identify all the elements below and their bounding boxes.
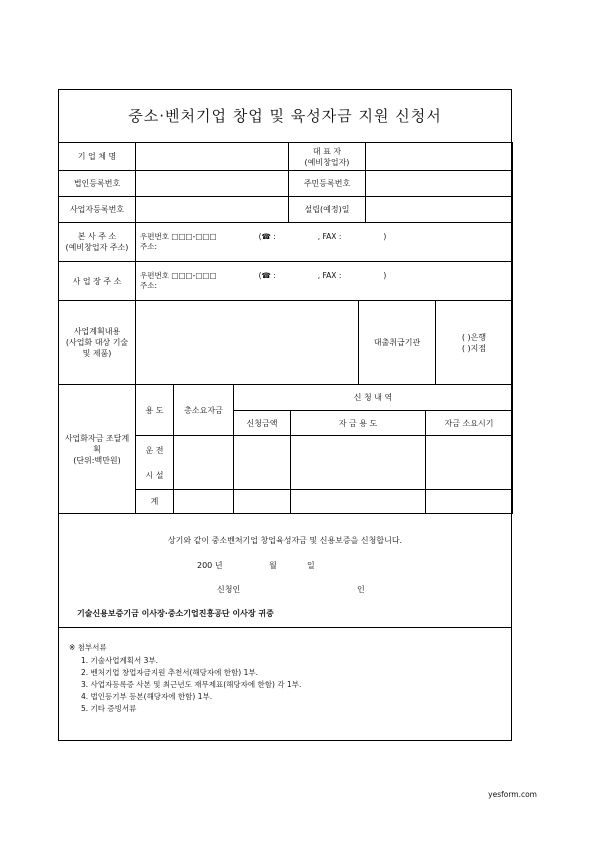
purpose-subheader: 자 금 용 도 bbox=[291, 411, 426, 436]
lender-field[interactable]: ( )은행 ( )지점 bbox=[436, 301, 513, 385]
date-year: 200 년 bbox=[197, 561, 223, 570]
purpose-cell[interactable] bbox=[291, 436, 426, 490]
attachment-item: 3. 사업자등록증 사본 및 최근년도 재무제표(해당자에 한함) 각 1부. bbox=[81, 680, 302, 689]
representative-field[interactable] bbox=[366, 143, 513, 171]
total-timing-cell[interactable] bbox=[426, 490, 513, 514]
attachments-section bbox=[59, 628, 511, 741]
total-label: 계 bbox=[136, 490, 174, 514]
applicant-label: 신청인 bbox=[217, 585, 241, 594]
operating-facility-label: 운 전 시 설 bbox=[136, 436, 174, 490]
seal-label: 인 bbox=[357, 585, 365, 594]
footer-watermark: yesform.com bbox=[488, 790, 537, 799]
funding-plan-table bbox=[58, 384, 513, 514]
resident-reg-no-label: 주민등록번호 bbox=[289, 171, 366, 197]
biz-plan-field[interactable] bbox=[136, 301, 359, 385]
biz-reg-no-label: 사업자등록번호 bbox=[59, 197, 136, 223]
timing-cell[interactable] bbox=[426, 436, 513, 490]
worksite-label: 사 업 장 주 소 bbox=[59, 262, 136, 301]
required-header: 총소요자금 bbox=[174, 385, 234, 436]
amount-subheader: 신청금액 bbox=[234, 411, 291, 436]
established-label: 설립(예정)일 bbox=[289, 197, 366, 223]
date-day: 일 bbox=[307, 561, 315, 570]
lender-label: 대출취급기관 bbox=[359, 301, 436, 385]
declaration-statement: 상기와 같이 중소벤처기업 창업육성자금 및 신용보증을 신청합니다. bbox=[167, 536, 403, 545]
basic-info-table bbox=[58, 142, 513, 223]
use-header: 용 도 bbox=[136, 385, 174, 436]
attachment-item: 4. 법인등기부 등본(해당자에 한함) 1부. bbox=[81, 692, 213, 701]
total-amount-cell[interactable] bbox=[234, 490, 291, 514]
amount-cell[interactable] bbox=[234, 436, 291, 490]
company-name-field[interactable] bbox=[136, 143, 289, 171]
representative-label: 대 표 자 (예비창업자) bbox=[289, 143, 366, 171]
form-title: 중소·벤처기업 창업 및 육성자금 지원 신청서 bbox=[59, 90, 511, 143]
established-field[interactable] bbox=[366, 197, 513, 223]
head-office-field[interactable]: 우편번호 □□□-□□□ (☎ : , FAX : ) 주소: bbox=[136, 223, 513, 262]
attachment-item: 2. 벤처기업 창업자금지원 추천서(해당자에 한함) 1부. bbox=[81, 668, 258, 677]
total-required-cell[interactable] bbox=[174, 490, 234, 514]
corp-reg-no-label: 법인등록번호 bbox=[59, 171, 136, 197]
resident-reg-no-field[interactable] bbox=[366, 171, 513, 197]
biz-plan-label: 사업계획내용 (사업화 대상 기술 및 제품) bbox=[59, 301, 136, 385]
company-name-label: 기 업 체 명 bbox=[59, 143, 136, 171]
request-header: 신 청 내 역 bbox=[234, 385, 513, 411]
recipient-line: 기술신용보증기금 이사장·중소기업진흥공단 이사장 귀중 bbox=[77, 609, 274, 618]
funding-side-label: 사업화자금 조달계획 (단위:백만원) bbox=[59, 385, 136, 514]
declaration-section bbox=[59, 516, 511, 628]
attachment-item: 5. 기타 증빙서류 bbox=[81, 704, 137, 713]
business-plan-table bbox=[58, 300, 513, 385]
attachment-item: 1. 기술사업계획서 3부. bbox=[81, 656, 159, 665]
corp-reg-no-field[interactable] bbox=[136, 171, 289, 197]
address-table bbox=[58, 222, 513, 301]
date-month: 월 bbox=[269, 561, 277, 570]
total-purpose-cell[interactable] bbox=[291, 490, 426, 514]
head-office-label: 본 사 주 소 (예비창업자 주소) bbox=[59, 223, 136, 262]
timing-subheader: 자금 소요시기 bbox=[426, 411, 513, 436]
biz-reg-no-field[interactable] bbox=[136, 197, 289, 223]
application-form bbox=[58, 89, 512, 741]
required-cell[interactable] bbox=[174, 436, 234, 490]
worksite-field[interactable]: 우편번호 □□□-□□□ (☎ : , FAX : ) 주소: bbox=[136, 262, 513, 301]
attachments-header: ※ 첨부서류 bbox=[69, 643, 107, 652]
